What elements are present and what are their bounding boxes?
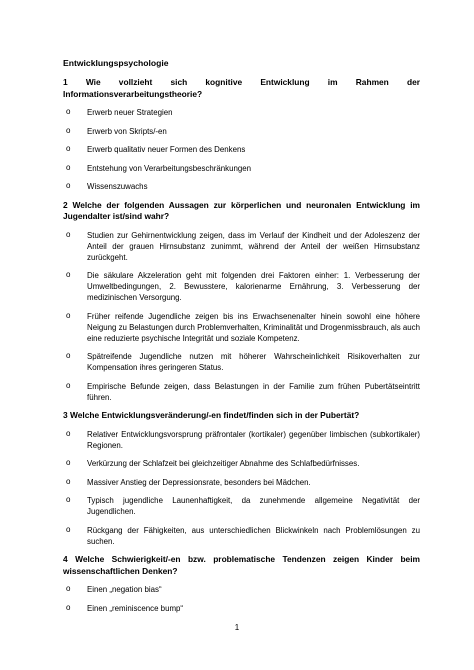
answer-option [63,270,420,303]
answer-option-text: Rückgang der Fähigkeiten, aus unterschiedlichen Blickwinkeln nach Problemlösungen zu suchen. [87,525,420,546]
answer-option [63,525,420,547]
answer-option-text: Typisch jugendliche Launenhaftigkeit, da zunehmende allgemeine Negativität der Jugendlichen. [87,496,420,516]
bullet-icon: o [66,162,71,172]
bullet-icon: o [66,125,71,135]
answer-option [63,230,420,263]
bullet-icon: o [66,602,71,612]
answer-option-text: Massiver Anstieg der Depressionsrate, besonders bei Mädchen. [87,477,311,487]
answer-option [63,144,420,155]
answer-option-text: Erwerb qualitativ neuer Formen des Denkens [87,145,246,154]
answer-options [63,584,420,614]
bullet-icon: o [66,584,71,593]
answer-option [63,126,420,137]
bullet-icon: o [66,144,71,153]
question-text: 1 Wie vollzieht sich kognitive Entwicklung im Rahmen der Informationsverarbeitungstheorie? [63,77,420,99]
question-list [63,77,420,614]
bullet-icon: o [66,351,71,360]
answer-option-text: Wissenszuwachs [87,182,148,191]
answer-options [63,107,420,192]
question-text: 3 Welche Entwicklungsveränderung/-en findet/finden sich in der Pubertät? [63,410,360,420]
answer-option-text: Erwerb von Skripts/-en [87,126,167,136]
answer-option-text: Früher reifende Jugendliche zeigen bis ins Erwachsenenalter hinein sowohl eine höhere Neigung zu Belastungen durch Problemverhalten, Kriminalität und Drogenmissbrauch, als auch eine reduzierte psychische Integrität und soziale Kompetenz. [87,311,420,343]
answer-option [63,495,420,517]
bullet-icon: o [66,458,71,467]
bullet-icon: o [66,107,71,116]
bullet-icon: o [66,495,71,504]
answer-option-text: Einen „reminiscence bump“ [87,603,184,613]
bullet-icon: o [66,310,71,320]
answer-option [63,584,420,595]
answer-option-text: Einen „negation bias“ [87,585,162,594]
answer-options [63,429,420,547]
bullet-icon: o [66,476,71,486]
answer-option-text: Studien zur Gehirnentwicklung zeigen, dass im Verlauf der Kindheit und der Adoleszenz der Anteil der grauen Hirnsubstanz zunimmt, während der Anteil der weißen Hirnsubstanz zurückgeht. [87,230,420,262]
answer-option [63,181,420,192]
answer-option [63,381,420,403]
answer-option [63,477,420,488]
answer-options [63,230,420,403]
answer-option-text: Entstehung von Verarbeitungsbeschränkungen [87,163,252,173]
bullet-icon: o [66,524,71,534]
question-text: 4 Welche Schwierigkeit/-en bzw. problematische Tendenzen zeigen Kinder beim wissenschaftlichen Denken? [63,554,420,576]
bullet-icon: o [66,181,71,190]
answer-option [63,163,420,174]
answer-option-text: Erwerb neuer Strategien [87,108,173,117]
answer-option-text: Verkürzung der Schlafzeit bei gleichzeitiger Abnahme des Schlafbedürfnisses. [87,459,360,468]
bullet-icon: o [66,380,71,390]
answer-option-text: Empirische Befunde zeigen, dass Belastungen in der Familie zum frühen Pubertätseintritt führen. [87,381,420,402]
answer-option [63,603,420,614]
bullet-icon: o [66,229,71,239]
answer-option [63,458,420,469]
answer-option-text: Die säkulare Akzeleration geht mit folgenden drei Faktoren einher: 1. Verbesserung der Umweltbedingungen, 2. Bewusstere, kalorienarme Ernährung, 3. Verbesserung der medizinischen Versorgung. [87,271,420,302]
answer-option [63,107,420,118]
question-text: 2 Welche der folgenden Aussagen zur körperlichen und neuronalen Entwicklung im Jugendalter ist/sind wahr? [63,199,420,221]
bullet-icon: o [66,428,71,438]
bullet-icon: o [66,270,71,279]
page-number: 1 [234,623,240,632]
answer-option [63,429,420,451]
document-title: Entwicklungspsychologie [63,58,169,68]
answer-option [63,311,420,344]
answer-option-text: Relativer Entwicklungsvorsprung präfrontaler (kortikaler) gegenüber limbischen (subkortikaler) Regionen. [87,429,420,450]
answer-option-text: Spätreifende Jugendliche nutzen mit höherer Wahrscheinlichkeit Risikoverhalten zur Kompensation ihres geringeren Status. [87,352,420,372]
answer-option [63,351,420,373]
